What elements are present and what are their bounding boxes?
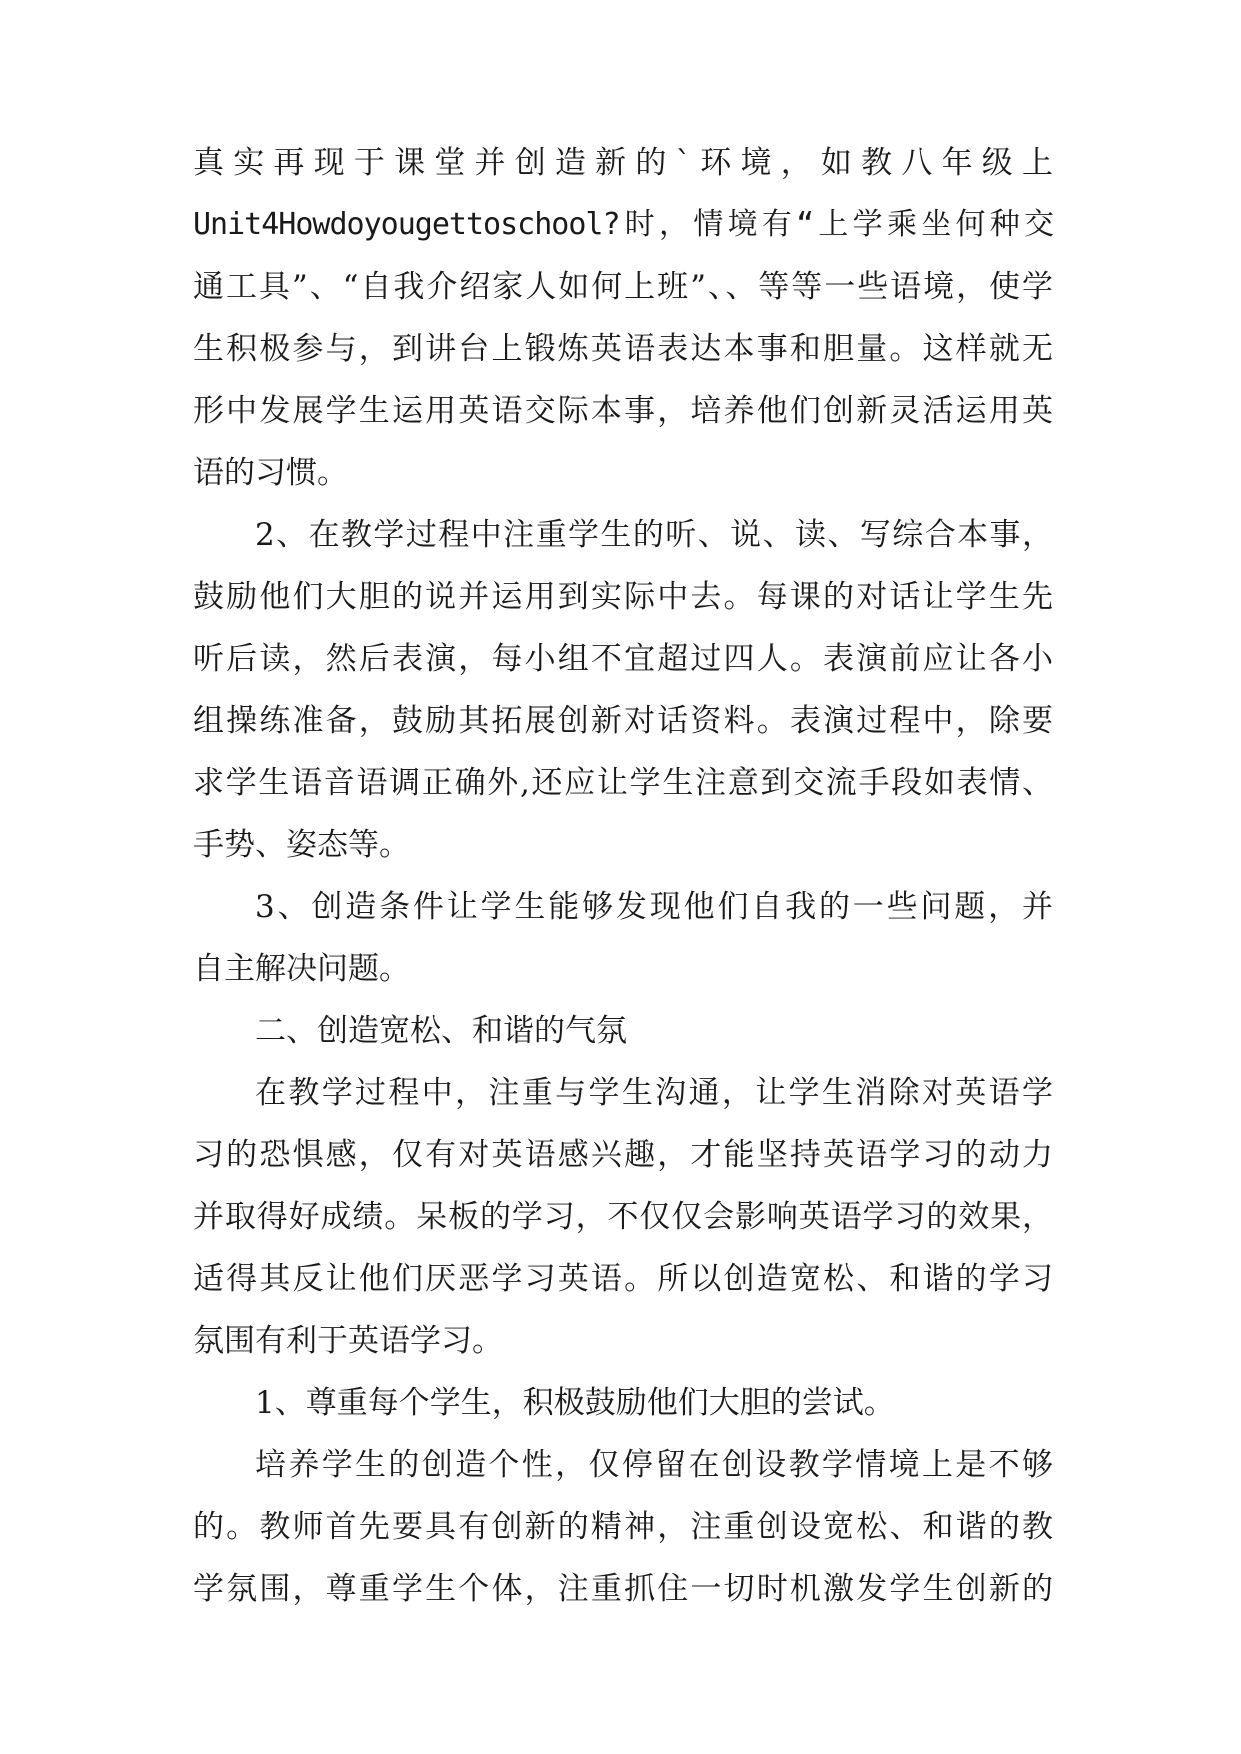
text-line: Unit4Howdoyougettoschool?时，情境有“上学乘坐何种交 [193, 207, 1053, 242]
text-line: 通工具”、“自我介绍家人如何上班”、、等等一些语境，使学 [193, 269, 1053, 305]
text-line: 鼓励他们大胆的说并运用到实际中去。每课的对话让学生先 [193, 579, 1053, 615]
text-line: 学氛围，尊重学生个体，注重抓住一切时机激发学生创新的 [193, 1571, 1053, 1607]
text-line: 求学生语音语调正确外,还应让学生注意到交流手段如表情、 [193, 765, 1053, 801]
text-line: 2、在教学过程中注重学生的听、说、读、写综合本事， [255, 517, 1053, 553]
text-line: 语的习惯。 [193, 455, 348, 491]
text-line: 真实再现于课堂并创造新的`环境，如教八年级上 [193, 145, 1053, 181]
text-line: 的。教师首先要具有创新的精神，注重创设宽松、和谐的教 [193, 1509, 1053, 1545]
text-line: 生积极参与，到讲台上锻炼英语表达本事和胆量。这样就无 [193, 331, 1053, 367]
section-heading: 二、创造宽松、和谐的气氛 [255, 1013, 627, 1049]
text-line: 在教学过程中，注重与学生沟通，让学生消除对英语学 [255, 1075, 1053, 1111]
text-line: 1、尊重每个学生，积极鼓励他们大胆的尝试。 [255, 1385, 895, 1421]
text-line: 组操练准备，鼓励其拓展创新对话资料。表演过程中，除要 [193, 703, 1053, 739]
text-line: 适得其反让他们厌恶学习英语。所以创造宽松、和谐的学习 [193, 1261, 1053, 1297]
text-line: 氛围有利于英语学习。 [193, 1323, 503, 1359]
text-line: 自主解决问题。 [193, 951, 410, 987]
text-line: 形中发展学生运用英语交际本事，培养他们创新灵活运用英 [193, 393, 1053, 429]
text-line: 培养学生的创造个性，仅停留在创设教学情境上是不够 [255, 1447, 1053, 1483]
text-line: 3、创造条件让学生能够发现他们自我的一些问题，并 [255, 889, 1053, 925]
text-line: 手势、姿态等。 [193, 827, 410, 863]
text-line: 并取得好成绩。呆板的学习，不仅仅会影响英语学习的效果， [193, 1199, 1053, 1235]
text-line: 听后读，然后表演，每小组不宜超过四人。表演前应让各小 [193, 641, 1053, 677]
text-line: 习的恐惧感，仅有对英语感兴趣，才能坚持英语学习的动力 [193, 1137, 1053, 1173]
